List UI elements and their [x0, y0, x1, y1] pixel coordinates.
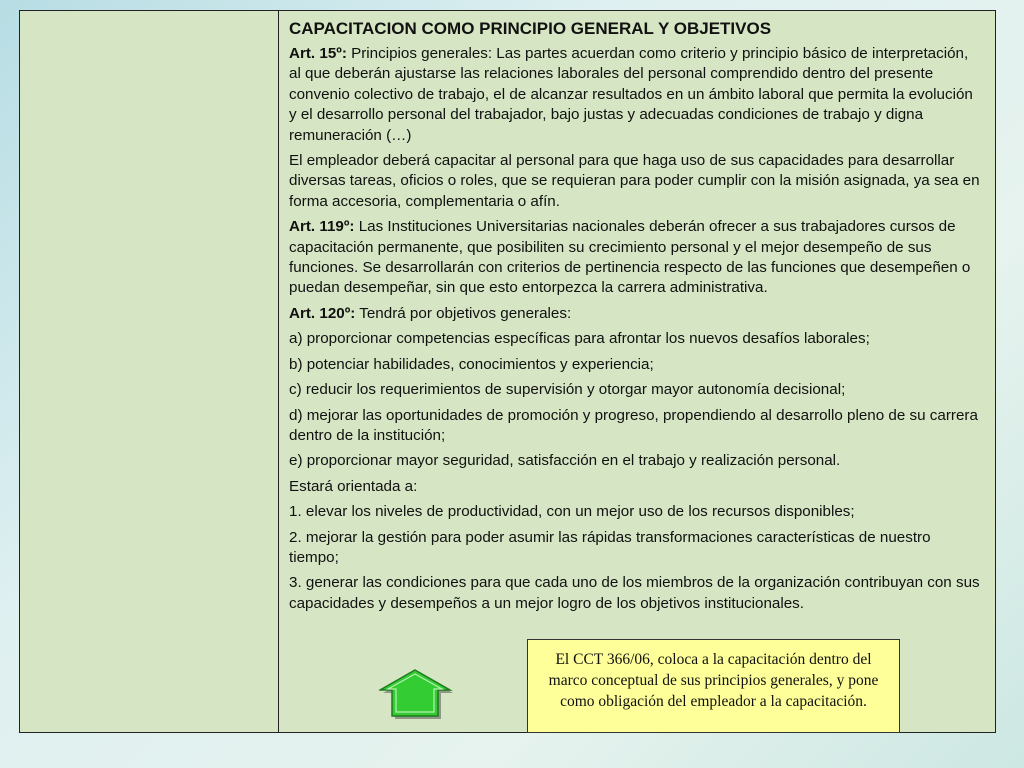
art119-text: Las Instituciones Universitarias nacionales deberán ofrecer a sus trabajadores cursos de capacitación permanente, que posibiliten su crecimiento personal y el mejor desempeño de sus funciones. Se desarrollarán con criterios de pertinencia respecto de las funciones que desempeñen o puedan desempeñar, sin que esto entorpezca la carrera administrativa.: [289, 218, 971, 297]
objective-b: b) potenciar habilidades, conocimientos y experiencia;: [289, 355, 654, 373]
art119-label: Art. 119º:: [289, 218, 355, 236]
objective-e: e) proporcionar mayor seguridad, satisfacción en el trabajo y realización personal.: [289, 452, 841, 470]
paragraph-art119: [289, 217, 983, 299]
art15-label: Art. 15º:: [289, 45, 347, 62]
oriented-item-3: 3. generar las condiciones para que cada uno de los miembros de la organización contribuyan con sus capacidades y desempeños a un mejor logro de los objetivos institucionales.: [289, 574, 980, 612]
objective-d: d) mejorar las oportunidades de promoción y progreso, propendiendo al desarrollo pleno de su carrera dentro de la institución;: [289, 406, 978, 444]
oriented-item-1: 1. elevar los niveles de productividad, con un mejor uso de los recursos disponibles;: [289, 503, 855, 521]
objective-c: c) reducir los requerimientos de supervisión y otorgar mayor autonomía decisional;: [289, 381, 846, 399]
section-heading: CAPACITACION COMO PRINCIPIO GENERAL Y OBJETIVOS: [289, 19, 772, 38]
paragraph-art15: [289, 44, 983, 146]
art120-label: Art. 120º:: [289, 304, 356, 322]
left-column: [20, 11, 279, 732]
paragraph-employer: El empleador deberá capacitar al personal para que haga uso de sus capacidades para desarrollar diversas tareas, oficios o roles, que se requieran para poder cumplir con la misión asignada, ya sea en forma accesoria, complementaria o afín.: [289, 152, 980, 210]
oriented-heading: Estará orientada a:: [289, 477, 418, 495]
content-table: [19, 10, 996, 733]
art120-text: Tendrá por objetivos generales:: [355, 304, 572, 322]
up-arrow-icon[interactable]: [379, 669, 453, 719]
paragraph-art120: [289, 304, 983, 324]
right-column: [279, 11, 995, 732]
note-box: El CCT 366/06, coloca a la capacitación dentro del marco conceptual de sus principios generales, y pone como obligación del empleador a la capacitación.: [527, 639, 900, 733]
art15-text: Principios generales: Las partes acuerdan como criterio y principio básico de interpretación, al que deberán ajustarse las relaciones laborales del personal comprendido dentro del presente convenio colectivo de trabajo, el de alcanzar resultados en un ámbito laboral que permita la evolución y el desarrollo personal del trabajador, bajo justas y adecuadas condiciones de trabajo y digna remuneración (…): [289, 45, 973, 144]
objective-a: a) proporcionar competencias específicas para afrontar los nuevos desafíos laborales;: [289, 330, 870, 348]
oriented-item-2: 2. mejorar la gestión para poder asumir las rápidas transformaciones características de nuestro tiempo;: [289, 528, 931, 566]
